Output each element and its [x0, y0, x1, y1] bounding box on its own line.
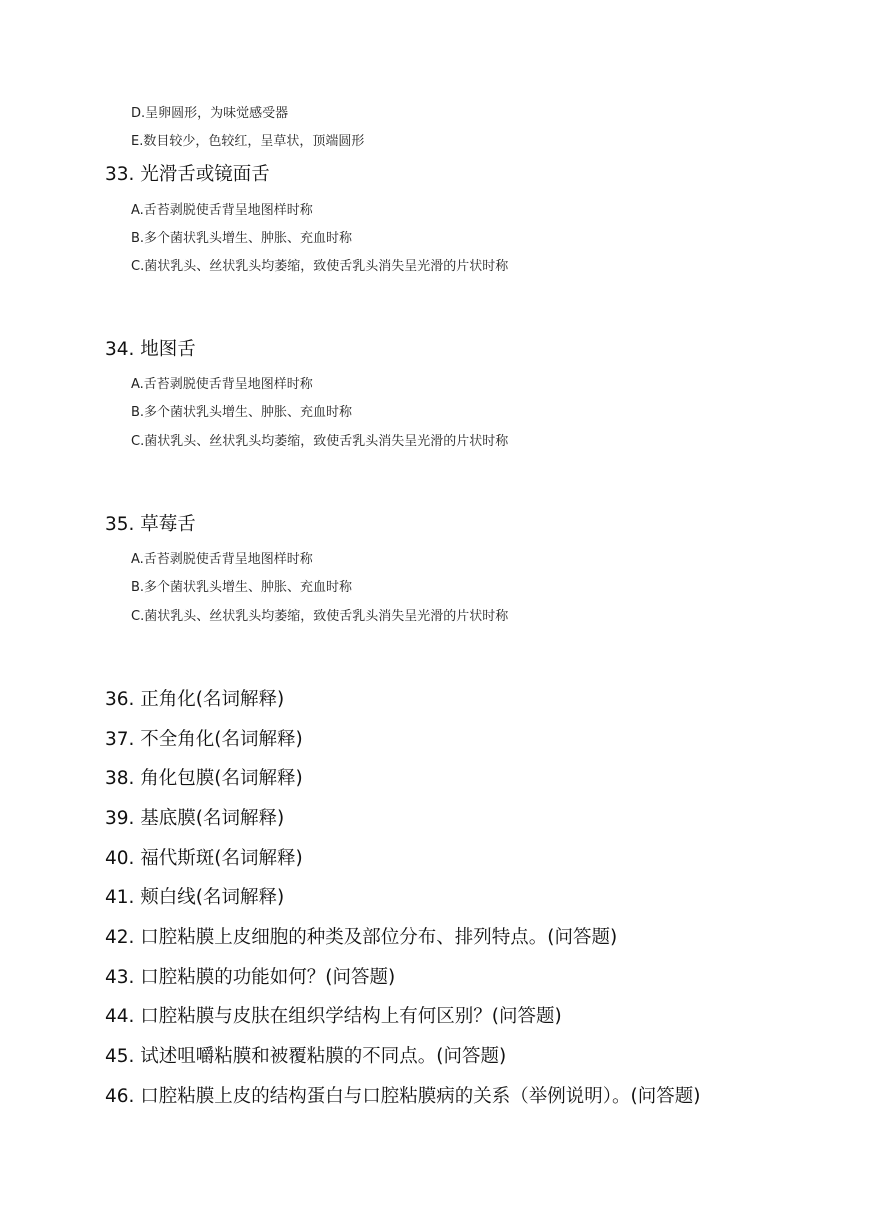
question-39: 39. 基底膜(名词解释)	[105, 808, 285, 829]
question-33-option-b: B.多个菌状乳头增生、肿胀、充血时称	[131, 231, 353, 246]
question-40: 40. 福代斯斑(名词解释)	[105, 848, 303, 869]
question-34-option-a: A.舌苔剥脱使舌背呈地图样时称	[131, 377, 313, 392]
option-d: D.呈卵圆形，为味觉感受器	[131, 106, 289, 121]
question-42: 42. 口腔粘膜上皮细胞的种类及部位分布、排列特点。(问答题)	[105, 927, 618, 948]
question-41: 41. 颊白线(名词解释)	[105, 887, 285, 908]
question-37: 37. 不全角化(名词解释)	[105, 729, 303, 750]
question-34-option-b: B.多个菌状乳头增生、肿胀、充血时称	[131, 405, 353, 420]
question-45: 45. 试述咀嚼粘膜和被覆粘膜的不同点。(问答题)	[105, 1046, 507, 1067]
question-46: 46. 口腔粘膜上皮的结构蛋白与口腔粘膜病的关系（举例说明）。(问答题)	[105, 1086, 701, 1107]
question-33-option-a: A.舌苔剥脱使舌背呈地图样时称	[131, 203, 313, 218]
option-e: E.数目较少，色较红，呈草状，顶端圆形	[131, 134, 365, 149]
question-34-title: 34. 地图舌	[105, 339, 196, 360]
question-38: 38. 角化包膜(名词解释)	[105, 768, 303, 789]
question-33-option-c: C.菌状乳头、丝状乳头均萎缩，致使舌乳头消失呈光滑的片状时称	[131, 259, 509, 274]
question-33-title: 33. 光滑舌或镜面舌	[105, 164, 270, 185]
question-36: 36. 正角化(名词解释)	[105, 689, 285, 710]
question-35-option-c: C.菌状乳头、丝状乳头均萎缩，致使舌乳头消失呈光滑的片状时称	[131, 609, 509, 624]
question-43: 43. 口腔粘膜的功能如何？(问答题)	[105, 967, 396, 988]
question-34-option-c: C.菌状乳头、丝状乳头均萎缩，致使舌乳头消失呈光滑的片状时称	[131, 434, 509, 449]
question-35-title: 35. 草莓舌	[105, 514, 196, 535]
question-35-option-a: A.舌苔剥脱使舌背呈地图样时称	[131, 552, 313, 567]
question-35-option-b: B.多个菌状乳头增生、肿胀、充血时称	[131, 580, 353, 595]
question-44: 44. 口腔粘膜与皮肤在组织学结构上有何区别？(问答题)	[105, 1006, 562, 1027]
